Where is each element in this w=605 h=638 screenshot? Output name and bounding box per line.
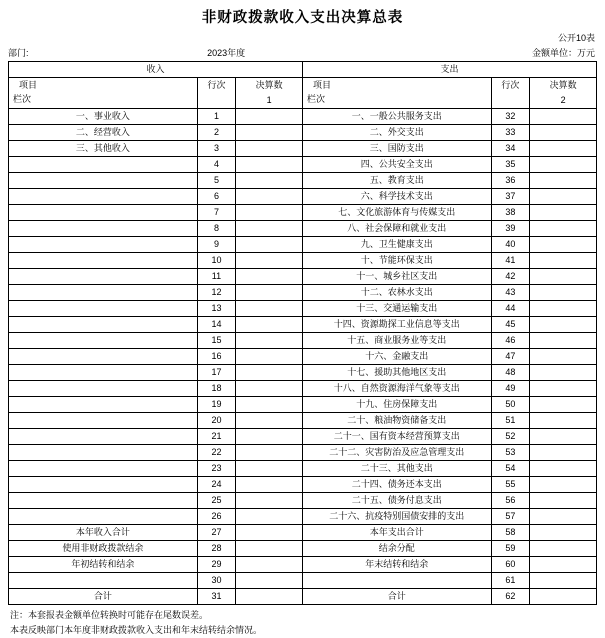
header-line-no-label-expense: 行次 (501, 80, 520, 90)
header-line-no-blank-income (200, 93, 234, 108)
cell-expense-value (530, 493, 597, 509)
table-row (9, 541, 597, 557)
cell-income-item (9, 365, 198, 381)
table-row (9, 285, 597, 301)
cell-expense-line-no: 50 (491, 397, 530, 413)
cell-income-item (9, 253, 198, 269)
table-body (9, 109, 597, 605)
header-expense-item (302, 78, 491, 109)
cell-expense-line-no: 34 (491, 141, 530, 157)
cell-income-item: 二、经营收入 (9, 125, 198, 141)
cell-expense-value (530, 477, 597, 493)
header-income-item (9, 78, 198, 109)
public-table-number-row (8, 31, 597, 46)
cell-income-value (236, 253, 303, 269)
cell-income-item: 一、事业收入 (9, 109, 198, 125)
table-row (9, 333, 597, 349)
cell-income-line-no: 23 (197, 461, 236, 477)
cell-expense-line-no: 52 (491, 429, 530, 445)
table-row (9, 189, 597, 205)
page-title: 非财政拨款收入支出决算总表 (201, 10, 404, 26)
table-row (9, 237, 597, 253)
cell-expense-item: 十五、商业服务业等支出 (302, 333, 491, 349)
table-row (9, 221, 597, 237)
table-group-header-row (9, 62, 597, 78)
cell-income-line-no: 20 (197, 413, 236, 429)
cell-expense-item: 十、节能环保支出 (302, 253, 491, 269)
table-row (9, 381, 597, 397)
cell-expense-line-no: 58 (491, 525, 530, 541)
cell-expense-item: 二十二、灾害防治及应急管理支出 (302, 445, 491, 461)
table-row (9, 125, 597, 141)
cell-income-item (9, 493, 198, 509)
cell-expense-value (530, 317, 597, 333)
table-column-header-row (9, 78, 597, 109)
cell-income-value (236, 589, 303, 605)
cell-income-value (236, 493, 303, 509)
footnote-2: 本表反映部门本年度非财政拨款收入支出和年末结转结余情况。 (10, 625, 263, 635)
cell-expense-line-no: 44 (491, 301, 530, 317)
cell-expense-line-no: 56 (491, 493, 530, 509)
table-row (9, 349, 597, 365)
cell-expense-item: 一、一般公共服务支出 (302, 109, 491, 125)
cell-expense-item: 年末结转和结余 (302, 557, 491, 573)
cell-income-line-no: 22 (197, 445, 236, 461)
cell-income-line-no: 31 (197, 589, 236, 605)
cell-expense-line-no: 32 (491, 109, 530, 125)
footnotes (8, 605, 597, 638)
table-row (9, 413, 597, 429)
table-row (9, 445, 597, 461)
header-line-no-label-income: 行次 (207, 80, 226, 90)
cell-income-item (9, 157, 198, 173)
table-row (9, 109, 597, 125)
cell-expense-line-no: 48 (491, 365, 530, 381)
cell-income-item (9, 285, 198, 301)
table-row (9, 173, 597, 189)
table-row (9, 397, 597, 413)
cell-income-line-no: 14 (197, 317, 236, 333)
table-row (9, 493, 597, 509)
cell-income-line-no: 28 (197, 541, 236, 557)
cell-expense-item: 二十四、债务还本支出 (302, 477, 491, 493)
cell-expense-value (530, 173, 597, 189)
cell-expense-item: 八、社会保障和就业支出 (302, 221, 491, 237)
cell-expense-value (530, 189, 597, 205)
header-settlement-label-expense: 决算数 (549, 80, 577, 90)
table-row (9, 509, 597, 525)
cell-expense-line-no: 36 (491, 173, 530, 189)
cell-income-value (236, 509, 303, 525)
public-table-number: 公开10表 (557, 33, 595, 43)
table-row (9, 317, 597, 333)
cell-income-item (9, 477, 198, 493)
cell-expense-item: 十六、金融支出 (302, 349, 491, 365)
cell-income-line-no: 16 (197, 349, 236, 365)
cell-income-value (236, 365, 303, 381)
cell-expense-item: 十三、交通运输支出 (302, 301, 491, 317)
cell-income-item: 三、其他收入 (9, 141, 198, 157)
cell-income-value (236, 445, 303, 461)
cell-income-value (236, 205, 303, 221)
cell-income-value (236, 573, 303, 589)
cell-expense-value (530, 109, 597, 125)
cell-expense-item: 十二、农林水支出 (302, 285, 491, 301)
cell-expense-value (530, 333, 597, 349)
cell-income-item (9, 445, 198, 461)
cell-income-value (236, 125, 303, 141)
cell-income-value (236, 333, 303, 349)
cell-income-line-no: 15 (197, 333, 236, 349)
cell-income-item (9, 429, 198, 445)
cell-expense-value (530, 525, 597, 541)
cell-income-item (9, 301, 198, 317)
cell-expense-item: 十四、资源勘探工业信息等支出 (302, 317, 491, 333)
cell-expense-item: 本年支出合计 (302, 525, 491, 541)
cell-expense-line-no: 46 (491, 333, 530, 349)
table-row (9, 573, 597, 589)
table-row (9, 589, 597, 605)
cell-expense-value (530, 349, 597, 365)
cell-expense-line-no: 47 (491, 349, 530, 365)
cell-income-line-no: 19 (197, 397, 236, 413)
cell-income-value (236, 541, 303, 557)
cell-expense-line-no: 42 (491, 269, 530, 285)
cell-expense-line-no: 61 (491, 573, 530, 589)
cell-income-line-no: 25 (197, 493, 236, 509)
cell-income-line-no: 24 (197, 477, 236, 493)
cell-expense-line-no: 41 (491, 253, 530, 269)
cell-income-line-no: 30 (197, 573, 236, 589)
cell-expense-value (530, 573, 597, 589)
cell-income-item (9, 381, 198, 397)
cell-income-item: 合计 (9, 589, 198, 605)
cell-expense-item: 二十六、抗疫特别国债安排的支出 (302, 509, 491, 525)
cell-expense-item: 九、卫生健康支出 (302, 237, 491, 253)
table-row (9, 477, 597, 493)
cell-expense-line-no: 43 (491, 285, 530, 301)
cell-income-line-no: 3 (197, 141, 236, 157)
header-income-settlement (236, 78, 303, 109)
cell-expense-item: 十七、援助其他地区支出 (302, 365, 491, 381)
cell-income-line-no: 21 (197, 429, 236, 445)
cell-expense-value (530, 461, 597, 477)
cell-expense-value (530, 141, 597, 157)
cell-expense-value (530, 445, 597, 461)
cell-income-line-no: 7 (197, 205, 236, 221)
header-item-label-income: 项目 (19, 80, 38, 90)
cell-income-value (236, 285, 303, 301)
cell-expense-item: 二十、粮油物资储备支出 (302, 413, 491, 429)
cell-expense-item: 十八、自然资源海洋气象等支出 (302, 381, 491, 397)
cell-income-value (236, 109, 303, 125)
cell-expense-line-no: 54 (491, 461, 530, 477)
group-header-expense: 支出 (302, 62, 596, 78)
cell-income-line-no: 4 (197, 157, 236, 173)
table-row (9, 253, 597, 269)
cell-income-value (236, 461, 303, 477)
cell-expense-item: 二十五、债务付息支出 (302, 493, 491, 509)
cell-income-line-no: 12 (197, 285, 236, 301)
cell-income-item (9, 237, 198, 253)
table-row (9, 301, 597, 317)
cell-expense-item (302, 573, 491, 589)
cell-expense-value (530, 221, 597, 237)
cell-income-value (236, 173, 303, 189)
cell-income-line-no: 13 (197, 301, 236, 317)
cell-expense-item: 十一、城乡社区支出 (302, 269, 491, 285)
cell-expense-item: 三、国防支出 (302, 141, 491, 157)
cell-income-line-no: 10 (197, 253, 236, 269)
cell-income-item: 使用非财政拨款结余 (9, 541, 198, 557)
cell-expense-value (530, 509, 597, 525)
table-row (9, 525, 597, 541)
cell-income-item (9, 189, 198, 205)
cell-income-item: 年初结转和结余 (9, 557, 198, 573)
header-settlement-colno-expense: 2 (560, 95, 566, 105)
cell-income-item (9, 205, 198, 221)
header-expense-line-no (491, 78, 530, 109)
cell-income-line-no: 29 (197, 557, 236, 573)
cell-expense-item: 二十一、国有资本经营预算支出 (302, 429, 491, 445)
cell-income-item (9, 397, 198, 413)
header-item-label-expense: 项目 (312, 80, 331, 90)
cell-expense-value (530, 253, 597, 269)
cell-income-line-no: 18 (197, 381, 236, 397)
cell-income-line-no: 6 (197, 189, 236, 205)
meta-row (8, 46, 597, 61)
cell-income-item (9, 221, 198, 237)
cell-expense-line-no: 40 (491, 237, 530, 253)
cell-income-item: 本年收入合计 (9, 525, 198, 541)
cell-income-item (9, 413, 198, 429)
cell-expense-item: 合计 (302, 589, 491, 605)
cell-income-line-no: 2 (197, 125, 236, 141)
header-settlement-label-income: 决算数 (255, 80, 283, 90)
table-row (9, 269, 597, 285)
cell-expense-item: 七、文化旅游体育与传媒支出 (302, 205, 491, 221)
cell-income-line-no: 17 (197, 365, 236, 381)
cell-expense-line-no: 38 (491, 205, 530, 221)
table-row (9, 557, 597, 573)
cell-income-line-no: 11 (197, 269, 236, 285)
cell-expense-item: 六、科学技术支出 (302, 189, 491, 205)
cell-income-value (236, 429, 303, 445)
budget-table (8, 61, 597, 605)
cell-income-line-no: 26 (197, 509, 236, 525)
cell-income-item (9, 333, 198, 349)
cell-expense-item: 十九、住房保障支出 (302, 397, 491, 413)
cell-expense-line-no: 55 (491, 477, 530, 493)
cell-expense-item: 二、外交支出 (302, 125, 491, 141)
cell-expense-line-no: 37 (491, 189, 530, 205)
cell-expense-line-no: 59 (491, 541, 530, 557)
table-row (9, 365, 597, 381)
table-row (9, 141, 597, 157)
table-row (9, 205, 597, 221)
cell-expense-value (530, 413, 597, 429)
header-line-no-blank-expense (494, 93, 528, 108)
cell-expense-value (530, 589, 597, 605)
cell-income-line-no: 9 (197, 237, 236, 253)
cell-income-value (236, 189, 303, 205)
header-settlement-colno-income: 1 (266, 95, 272, 105)
cell-income-item (9, 173, 198, 189)
cell-expense-line-no: 49 (491, 381, 530, 397)
cell-expense-value (530, 557, 597, 573)
cell-income-value (236, 477, 303, 493)
cell-income-value (236, 221, 303, 237)
cell-expense-line-no: 53 (491, 445, 530, 461)
cell-income-value (236, 525, 303, 541)
amount-unit: 金额单位：万元 (531, 48, 595, 58)
cell-income-item (9, 317, 198, 333)
cell-income-line-no: 27 (197, 525, 236, 541)
cell-expense-item: 结余分配 (302, 541, 491, 557)
cell-expense-value (530, 237, 597, 253)
cell-income-value (236, 301, 303, 317)
cell-expense-line-no: 35 (491, 157, 530, 173)
cell-expense-value (530, 397, 597, 413)
header-lanci-label-expense: 栏次 (306, 94, 325, 104)
footnote-1: 注：本套报表金额单位转换时可能存在尾数误差。 (10, 610, 209, 620)
cell-expense-item: 四、公共安全支出 (302, 157, 491, 173)
cell-income-value (236, 141, 303, 157)
cell-income-item (9, 509, 198, 525)
cell-income-value (236, 157, 303, 173)
cell-income-item (9, 269, 198, 285)
dept-label: 部门: (8, 48, 29, 58)
cell-expense-value (530, 285, 597, 301)
cell-expense-value (530, 429, 597, 445)
cell-income-value (236, 397, 303, 413)
cell-expense-item: 二十三、其他支出 (302, 461, 491, 477)
cell-expense-value (530, 205, 597, 221)
cell-expense-value (530, 157, 597, 173)
cell-expense-value (530, 269, 597, 285)
cell-income-value (236, 557, 303, 573)
cell-income-line-no: 1 (197, 109, 236, 125)
cell-income-value (236, 349, 303, 365)
cell-income-value (236, 317, 303, 333)
cell-expense-line-no: 45 (491, 317, 530, 333)
cell-expense-value (530, 301, 597, 317)
cell-expense-value (530, 541, 597, 557)
header-expense-settlement (530, 78, 597, 109)
table-row (9, 157, 597, 173)
cell-expense-item: 五、教育支出 (302, 173, 491, 189)
cell-income-value (236, 269, 303, 285)
cell-expense-line-no: 60 (491, 557, 530, 573)
cell-expense-line-no: 62 (491, 589, 530, 605)
cell-income-line-no: 5 (197, 173, 236, 189)
cell-expense-line-no: 51 (491, 413, 530, 429)
cell-income-line-no: 8 (197, 221, 236, 237)
cell-expense-value (530, 381, 597, 397)
cell-income-value (236, 413, 303, 429)
year-value: 2023年度 (207, 48, 246, 58)
header-lanci-label-income: 栏次 (13, 94, 32, 104)
cell-expense-value (530, 365, 597, 381)
table-row (9, 461, 597, 477)
cell-expense-value (530, 125, 597, 141)
cell-income-value (236, 237, 303, 253)
cell-expense-line-no: 57 (491, 509, 530, 525)
cell-income-item (9, 461, 198, 477)
group-header-income: 收入 (9, 62, 303, 78)
header-income-line-no (197, 78, 236, 109)
cell-expense-line-no: 39 (491, 221, 530, 237)
cell-expense-line-no: 33 (491, 125, 530, 141)
cell-income-item (9, 573, 198, 589)
table-row (9, 429, 597, 445)
cell-income-item (9, 349, 198, 365)
cell-income-value (236, 381, 303, 397)
